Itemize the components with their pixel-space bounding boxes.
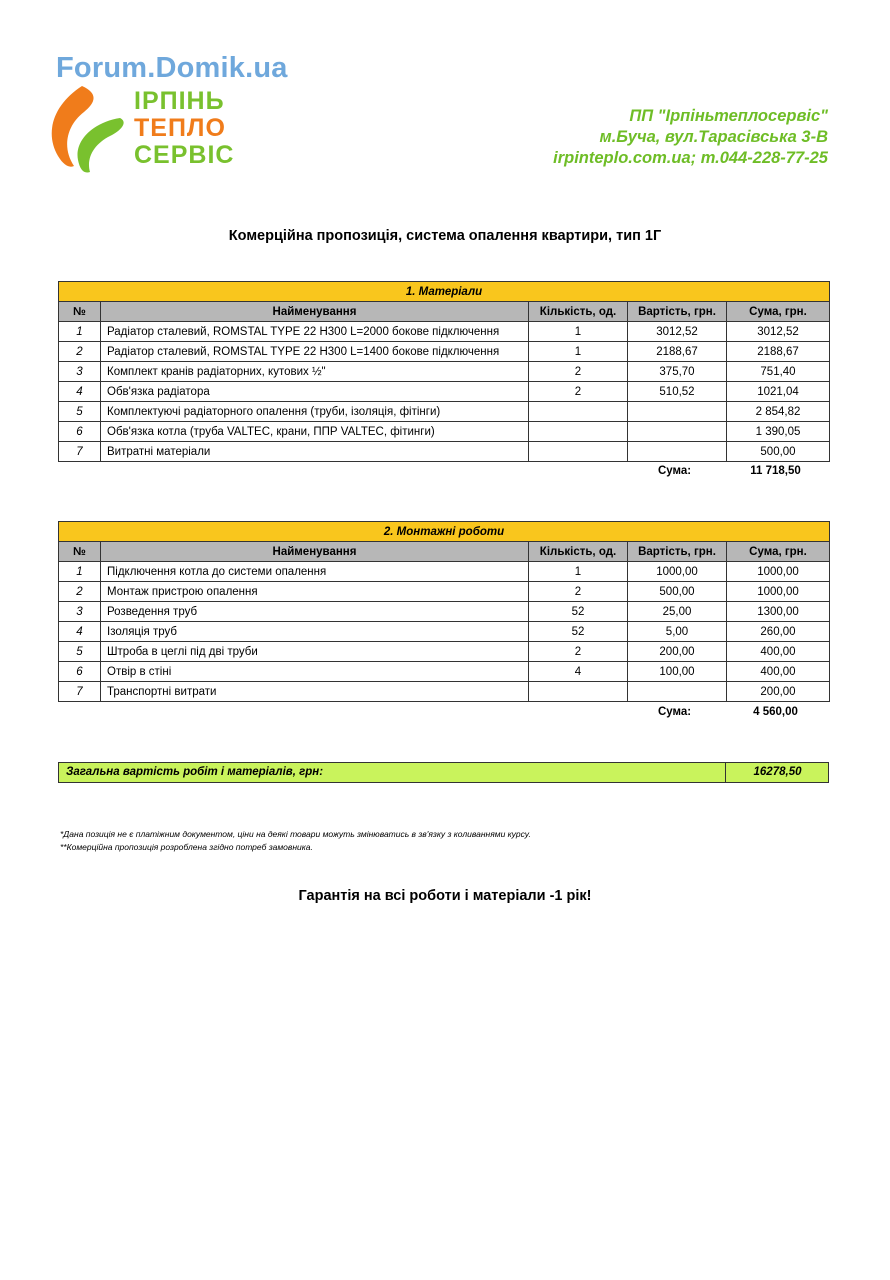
row-number: 3 [59, 362, 101, 382]
row-price [628, 682, 727, 702]
row-number: 6 [59, 422, 101, 442]
row-quantity: 1 [529, 322, 628, 342]
row-sum: 260,00 [727, 622, 830, 642]
table-row [59, 602, 830, 622]
row-name: Підключення котла до системи опалення [101, 562, 529, 582]
grand-total-label: Загальна вартість робіт і матеріалів, грн: [66, 766, 324, 778]
column-header-number: № [59, 542, 101, 562]
row-quantity: 1 [529, 562, 628, 582]
row-number: 1 [59, 322, 101, 342]
row-number: 4 [59, 622, 101, 642]
row-number: 1 [59, 562, 101, 582]
table-row [59, 422, 830, 442]
row-price: 5,00 [628, 622, 727, 642]
works-table [58, 521, 830, 702]
materials-sum-value: 11 718,50 [750, 465, 801, 477]
column-header-name: Найменування [101, 542, 529, 562]
row-quantity: 52 [529, 602, 628, 622]
warranty-statement: Гарантія на всі роботи і матеріали -1 рік! [298, 888, 592, 904]
row-sum: 2188,67 [727, 342, 830, 362]
row-number: 5 [59, 402, 101, 422]
grand-total-value: 16278,50 [725, 763, 829, 782]
row-price [628, 422, 727, 442]
row-price: 1000,00 [628, 562, 727, 582]
row-price: 100,00 [628, 662, 727, 682]
row-sum: 1 390,05 [727, 422, 830, 442]
row-name: Транспортні витрати [101, 682, 529, 702]
row-sum: 500,00 [727, 442, 830, 462]
row-name: Обв'язка радіатора [101, 382, 529, 402]
row-name: Отвір в стіні [101, 662, 529, 682]
row-price: 375,70 [628, 362, 727, 382]
footnote-2: **Комерційна пропозиція розроблена згідно потреб замовника. [60, 842, 313, 852]
row-sum: 1000,00 [727, 582, 830, 602]
row-name: Штроба в цеглі під дві труби [101, 642, 529, 662]
row-quantity: 4 [529, 662, 628, 682]
company-address: м.Буча, вул.Тарасівська 3-В [599, 128, 828, 146]
row-name: Комплектуючі радіаторного опалення (труби, ізоляція, фітінги) [101, 402, 529, 422]
row-number: 2 [59, 582, 101, 602]
table-row [59, 442, 830, 462]
logo-line-3: СЕРВІС [134, 141, 235, 169]
flame-logo-icon [44, 82, 134, 182]
materials-table [58, 281, 830, 462]
row-name: Ізоляція труб [101, 622, 529, 642]
table-row [59, 642, 830, 662]
table-row [59, 582, 830, 602]
row-quantity [529, 682, 628, 702]
row-price: 510,52 [628, 382, 727, 402]
company-logo [44, 82, 264, 182]
row-price: 500,00 [628, 582, 727, 602]
row-quantity: 2 [529, 382, 628, 402]
row-quantity: 52 [529, 622, 628, 642]
row-name: Радіатор сталевий, ROMSTAL TYPE 22 H300 L=2000 бокове підключення [101, 322, 529, 342]
table-row [59, 402, 830, 422]
row-sum: 400,00 [727, 662, 830, 682]
table-row [59, 322, 830, 342]
logo-line-1: ІРПІНЬ [134, 87, 225, 115]
row-name: Радіатор сталевий, ROMSTAL TYPE 22 H300 L=1400 бокове підключення [101, 342, 529, 362]
column-header-price: Вартість, грн. [628, 302, 727, 322]
row-number: 5 [59, 642, 101, 662]
row-number: 3 [59, 602, 101, 622]
table-row [59, 562, 830, 582]
row-quantity: 2 [529, 642, 628, 662]
row-sum: 1021,04 [727, 382, 830, 402]
row-number: 7 [59, 682, 101, 702]
row-sum: 3012,52 [727, 322, 830, 342]
row-name: Розведення труб [101, 602, 529, 622]
works-heading: 2. Монтажні роботи [59, 522, 830, 542]
company-info [553, 106, 828, 169]
works-sum-label: Сума: [658, 706, 692, 718]
row-sum: 1000,00 [727, 562, 830, 582]
watermark: Forum.Domik.ua [56, 52, 288, 84]
row-sum: 1300,00 [727, 602, 830, 622]
row-quantity: 2 [529, 582, 628, 602]
row-quantity [529, 402, 628, 422]
row-price: 3012,52 [628, 322, 727, 342]
table-row [59, 682, 830, 702]
table-row [59, 382, 830, 402]
footnote-1: *Дана позиція не є платіжним документом, ціни на деякі товари можуть змінюватись в зв'язку з коливаннями курсу. [60, 829, 531, 839]
column-header-price: Вартість, грн. [628, 542, 727, 562]
row-name: Обв'язка котла (труба VALTEC, крани, ППР VALTEC, фітинги) [101, 422, 529, 442]
row-sum: 751,40 [727, 362, 830, 382]
row-number: 6 [59, 662, 101, 682]
row-number: 7 [59, 442, 101, 462]
row-sum: 400,00 [727, 642, 830, 662]
row-name: Комплект кранів радіаторних, кутових ½" [101, 362, 529, 382]
row-sum: 2 854,82 [727, 402, 830, 422]
column-header-name: Найменування [101, 302, 529, 322]
column-header-quantity: Кількість, од. [529, 542, 628, 562]
row-number: 4 [59, 382, 101, 402]
row-price [628, 402, 727, 422]
row-sum: 200,00 [727, 682, 830, 702]
grand-total-bar [58, 762, 829, 783]
table-row [59, 622, 830, 642]
table-row [59, 342, 830, 362]
row-price: 2188,67 [628, 342, 727, 362]
row-quantity: 2 [529, 362, 628, 382]
column-header-sum: Сума, грн. [727, 302, 830, 322]
works-sum-value: 4 560,00 [753, 706, 798, 718]
row-quantity [529, 422, 628, 442]
row-price [628, 442, 727, 462]
table-row [59, 662, 830, 682]
document-title: Комерційна пропозиція, система опалення квартири, тип 1Г [228, 228, 662, 244]
logo-line-2: ТЕПЛО [134, 114, 226, 142]
row-quantity [529, 442, 628, 462]
column-header-sum: Сума, грн. [727, 542, 830, 562]
row-name: Монтаж пристрою опалення [101, 582, 529, 602]
logo-wordmark [134, 88, 234, 169]
materials-heading: 1. Матеріали [59, 282, 830, 302]
materials-sum-label: Сума: [658, 465, 692, 477]
row-name: Витратні матеріали [101, 442, 529, 462]
company-name: ПП "Ірпіньтеплосервіс" [629, 107, 828, 125]
column-header-quantity: Кількість, од. [529, 302, 628, 322]
row-number: 2 [59, 342, 101, 362]
row-quantity: 1 [529, 342, 628, 362]
row-price: 25,00 [628, 602, 727, 622]
footnotes [60, 828, 531, 854]
row-price: 200,00 [628, 642, 727, 662]
column-header-number: № [59, 302, 101, 322]
table-row [59, 362, 830, 382]
company-contacts: irpinteplo.com.ua; т.044-228-77-25 [553, 149, 828, 167]
